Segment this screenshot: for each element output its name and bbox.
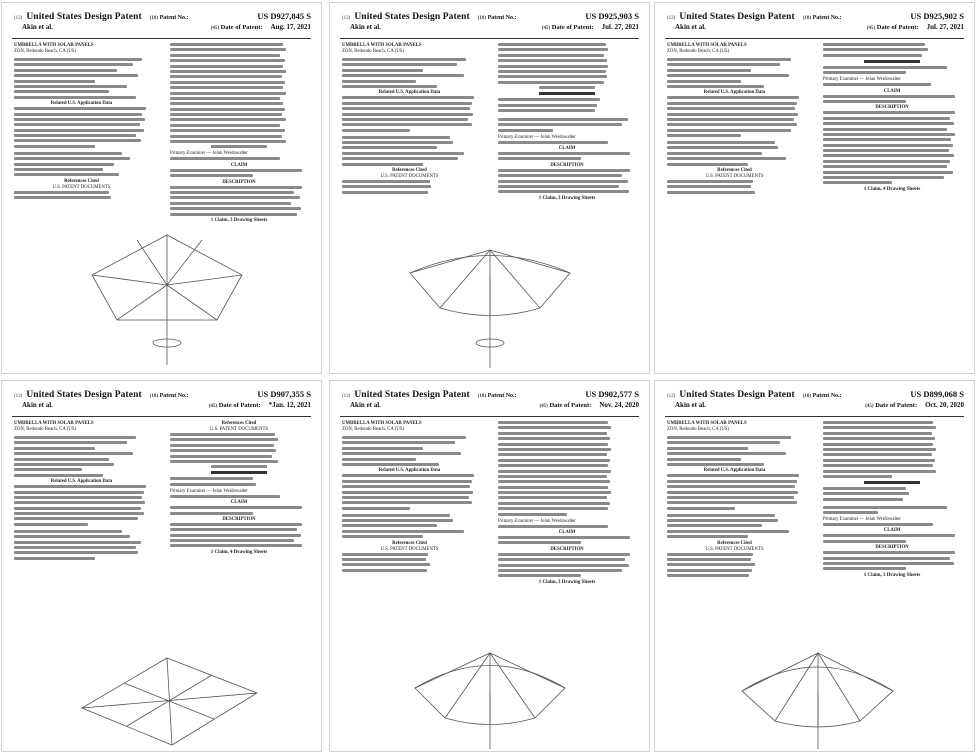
patent-date: Jul. 27, 2021 (601, 23, 639, 31)
patent-no-label: Patent No.: (159, 393, 189, 399)
references-heading: References Cited (717, 540, 752, 546)
related-heading: Related U.S. Application Data (50, 479, 113, 485)
left-column (14, 421, 149, 562)
patent-number: US D925,903 S (585, 11, 639, 21)
description-heading: DESCRIPTION (875, 105, 909, 111)
inventor-line: Akin et al. (22, 23, 53, 31)
us-docs-heading: U.S. PATENT DOCUMENTS (705, 546, 764, 552)
right-column (498, 421, 636, 585)
assignee-line: ZON, Redondo Beach, CA (US) (342, 49, 405, 54)
umbrella-drawing (400, 643, 580, 749)
patent-header: (12) United States Design Patent (10) Patent No.: US D899,068 S Akin et al. (45) Date of Patent: Oct. 20, 2020 (667, 389, 964, 409)
description-heading: DESCRIPTION (550, 162, 584, 168)
date-label: Date of Patent: (875, 402, 918, 409)
date-label: Date of Patent: (218, 402, 261, 409)
patent-number: US D927,845 S (257, 11, 311, 21)
patent-header: (12) United States Design Patent (10) Patent No.: US D925,902 S Akin et al. (45) Date of Patent: Jul. 27, 2021 (667, 11, 964, 31)
patent-no-label: Patent No.: (159, 15, 189, 21)
patent-no-label: Patent No.: (812, 393, 842, 399)
patent-page-6 (654, 380, 975, 752)
left-column (667, 421, 802, 580)
office-title: United States Design Patent (354, 12, 470, 22)
left-column (342, 43, 477, 196)
us-docs-heading: U.S. PATENT DOCUMENTS (209, 427, 269, 432)
claim-heading: CLAIM (883, 528, 901, 534)
inventor-line: Akin et al. (350, 23, 381, 31)
left-column (667, 43, 802, 196)
references-heading: References Cited (64, 178, 99, 184)
us-docs-heading: U.S. PATENT DOCUMENTS (380, 174, 439, 180)
claim-heading: CLAIM (558, 530, 576, 536)
header-rule (665, 38, 964, 39)
inventor-line: Akin et al. (22, 401, 53, 409)
invention-title: UMBRELLA WITH SOLAR PANELS (14, 43, 94, 48)
description-heading: DESCRIPTION (222, 516, 256, 522)
description-heading: DESCRIPTION (550, 546, 584, 552)
patent-page-5 (329, 380, 650, 752)
assignee-line: ZON, Redondo Beach, CA (US) (342, 427, 405, 432)
references-heading: References Cited (717, 168, 752, 174)
references-heading: References Cited (392, 168, 427, 174)
us-docs-heading: U.S. PATENT DOCUMENTS (380, 546, 439, 552)
references-heading: References Cited (392, 540, 427, 546)
examiner-line: Primary Examiner — Jelan Weidowalter (498, 518, 576, 524)
related-heading: Related U.S. Application Data (378, 468, 441, 474)
assignee-line: ZON, Redondo Beach, CA (US) (667, 427, 730, 432)
us-docs-heading: U.S. PATENT DOCUMENTS (705, 174, 764, 180)
right-column (170, 421, 308, 555)
date-label: Date of Patent: (549, 402, 592, 409)
claim-footer: 1 Claim, 3 Drawing Sheets (863, 572, 921, 578)
patent-number: US D907,355 S (257, 389, 311, 399)
left-column (14, 43, 149, 202)
examiner-line: Primary Examiner — Jelan Weidowalter (823, 77, 901, 83)
right-column (823, 421, 961, 578)
related-heading: Related U.S. Application Data (703, 468, 766, 474)
invention-title: UMBRELLA WITH SOLAR PANELS (14, 421, 94, 426)
invention-title: UMBRELLA WITH SOLAR PANELS (667, 43, 747, 48)
office-title: United States Design Patent (26, 12, 142, 22)
claim-heading: CLAIM (230, 500, 248, 506)
patent-header: (12) United States Design Patent (10) Patent No.: US D902,577 S Akin et al. (45) Date of Patent: Nov. 24, 2020 (342, 389, 639, 409)
examiner-line: Primary Examiner — Jelan Weidowalter (170, 151, 248, 157)
patent-date: Jul. 27, 2021 (926, 23, 964, 31)
patent-page-4 (1, 380, 322, 752)
patent-page-3 (654, 2, 975, 374)
examiner-line: Primary Examiner — Jelan Weidowalter (170, 488, 248, 494)
umbrella-drawing (730, 643, 905, 749)
patent-date: *Jan. 12, 2021 (268, 401, 311, 409)
header-rule (12, 38, 311, 39)
claim-footer: 1 Claim, 3 Drawing Sheets (538, 579, 596, 585)
patent-number: US D925,902 S (910, 11, 964, 21)
header-rule (340, 416, 639, 417)
inventor-line: Akin et al. (350, 401, 381, 409)
header-rule (665, 416, 964, 417)
header-rule (12, 416, 311, 417)
patent-number: US D899,068 S (910, 389, 964, 399)
claim-heading: CLAIM (558, 146, 576, 152)
header-rule (340, 38, 639, 39)
office-title: United States Design Patent (679, 12, 795, 22)
patent-date: Nov. 24, 2020 (599, 401, 639, 409)
invention-title: UMBRELLA WITH SOLAR PANELS (342, 43, 422, 48)
date-label: Date of Patent: (551, 24, 594, 31)
related-heading: Related U.S. Application Data (50, 101, 113, 107)
patent-no-label: Patent No.: (487, 15, 517, 21)
assignee-line: ZON, Redondo Beach, CA (US) (14, 427, 77, 432)
examiner-line: Primary Examiner — Jelan Weidowalter (498, 134, 576, 140)
claim-heading: CLAIM (230, 162, 248, 168)
office-title: United States Design Patent (26, 390, 142, 400)
left-column (342, 421, 477, 574)
inventor-line: Akin et al. (675, 23, 706, 31)
patent-header: (12) United States Design Patent (10) Patent No.: US D925,903 S Akin et al. (45) Date of Patent: Jul. 27, 2021 (342, 11, 639, 31)
invention-title: UMBRELLA WITH SOLAR PANELS (342, 421, 422, 426)
umbrella-drawing (72, 653, 262, 749)
umbrella-drawing (77, 225, 257, 370)
us-docs-heading: U.S. PATENT DOCUMENTS (52, 184, 111, 190)
assignee-line: ZON, Redondo Beach, CA (US) (667, 49, 730, 54)
claim-footer: 1 Claim, 4 Drawing Sheets (863, 186, 921, 192)
patent-header: (12) United States Design Patent (10) Patent No.: US D907,355 S Akin et al. (45) Date of Patent: *Jan. 12, 2021 (14, 389, 311, 409)
related-heading: Related U.S. Application Data (378, 90, 441, 96)
right-column (823, 43, 961, 192)
umbrella-drawing (390, 238, 590, 370)
patent-number: US D902,577 S (585, 389, 639, 399)
invention-title: UMBRELLA WITH SOLAR PANELS (667, 421, 747, 426)
right-column (170, 43, 308, 223)
description-heading: DESCRIPTION (222, 179, 256, 185)
examiner-line: Primary Examiner — Jelan Weidowalter (823, 517, 901, 523)
office-title: United States Design Patent (679, 390, 795, 400)
claim-footer: 1 Claim, 4 Drawing Sheets (210, 549, 268, 555)
inventor-line: Akin et al. (675, 401, 706, 409)
claim-footer: 1 Claim, 3 Drawing Sheets (210, 217, 268, 223)
assignee-line: ZON, Redondo Beach, CA (US) (14, 49, 77, 54)
date-label: Date of Patent: (876, 24, 919, 31)
patent-no-label: Patent No.: (487, 393, 517, 399)
date-label: Date of Patent: (220, 24, 263, 31)
related-heading: Related U.S. Application Data (703, 90, 766, 96)
patent-header: (12) United States Design Patent (10) Patent No.: US D927,845 S Akin et al. (45) Date of Patent: Aug. 17, 2021 (14, 11, 311, 31)
patent-date: Aug. 17, 2021 (270, 23, 311, 31)
description-heading: DESCRIPTION (875, 545, 909, 551)
office-title: United States Design Patent (354, 390, 470, 400)
patent-date: Oct. 20, 2020 (925, 401, 964, 409)
right-column (498, 43, 636, 201)
claim-heading: CLAIM (883, 88, 901, 94)
patent-page-2 (329, 2, 650, 374)
claim-footer: 1 Claim, 3 Drawing Sheets (538, 195, 596, 201)
references-heading: References Cited (221, 421, 257, 426)
patent-page-1 (1, 2, 322, 374)
patent-no-label: Patent No.: (812, 15, 842, 21)
